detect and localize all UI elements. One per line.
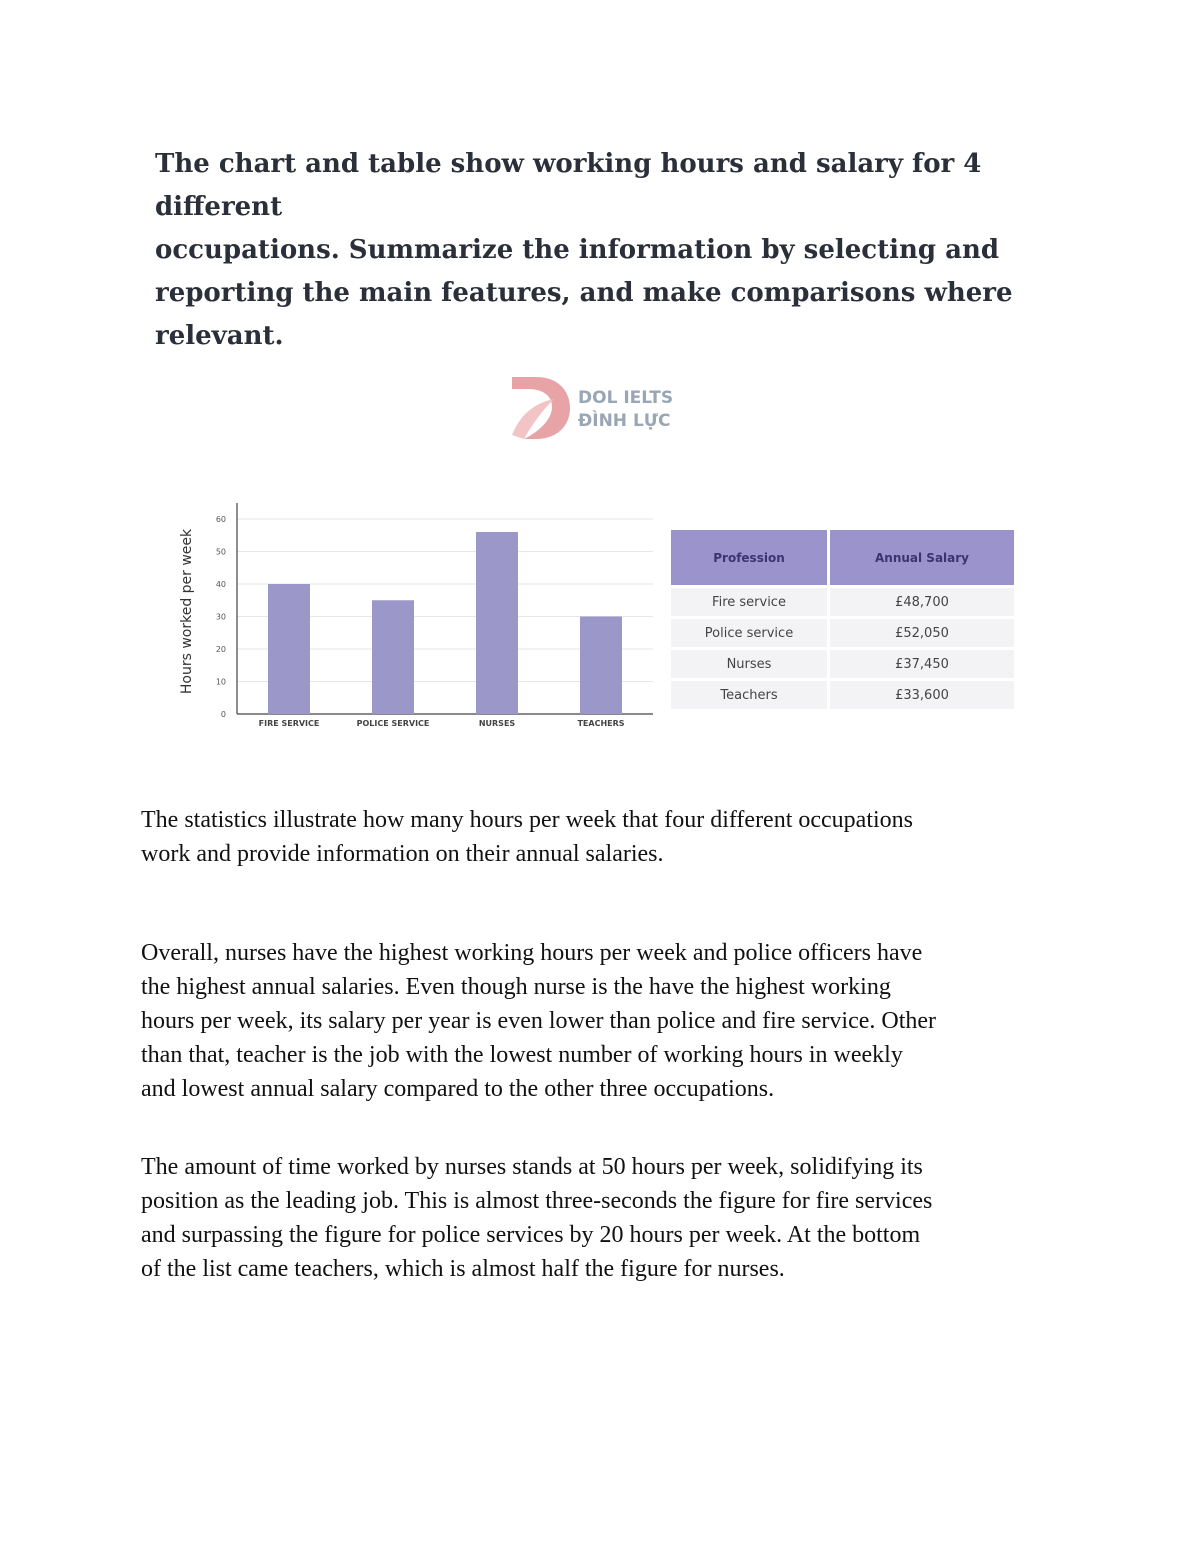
- table-row: [671, 588, 1014, 616]
- table-row: [671, 650, 1014, 678]
- table-header-salary: Annual Salary: [830, 530, 1014, 585]
- x-category-label: TEACHERS: [577, 719, 625, 728]
- y-tick-label: 50: [215, 547, 226, 557]
- dol-ielts-logo: [510, 375, 690, 445]
- essay-paragraph-overview: [141, 936, 1061, 1106]
- prompt-line: occupations. Summarize the information by selecting and: [155, 235, 1000, 265]
- working-hours-bar-chart: [175, 495, 655, 735]
- profession-cell: Police service: [671, 619, 827, 647]
- salary-cell: £48,700: [830, 588, 1014, 616]
- essay-line: The statistics illustrate how many hours per week that four different occupations: [141, 807, 914, 833]
- essay-paragraph-intro: [141, 803, 1061, 871]
- bar: [476, 532, 518, 714]
- essay-line: Overall, nurses have the highest working hours per week and police officers have: [141, 940, 923, 966]
- essay-line: the highest annual salaries. Even though nurse is the have the highest working: [141, 974, 891, 1000]
- table-header-profession: Profession: [671, 530, 827, 585]
- table-row: [671, 681, 1014, 709]
- essay-line: The amount of time worked by nurses stands at 50 hours per week, solidifying its: [141, 1154, 923, 1180]
- essay-line: work and provide information on their annual salaries.: [141, 841, 664, 867]
- bar: [580, 617, 622, 715]
- table-row: [671, 619, 1014, 647]
- essay-line: position as the leading job. This is almost three-seconds the figure for fire services: [141, 1188, 933, 1214]
- x-category-label: FIRE SERVICE: [258, 719, 320, 728]
- salary-cell: £37,450: [830, 650, 1014, 678]
- task-prompt: [155, 143, 1065, 358]
- salary-cell: £52,050: [830, 619, 1014, 647]
- essay-line: and surpassing the figure for police services by 20 hours per week. At the bottom: [141, 1222, 921, 1248]
- salary-cell: £33,600: [830, 681, 1014, 709]
- y-axis-label: Hours worked per week: [179, 528, 195, 695]
- bar: [268, 584, 310, 714]
- logo-text: [578, 387, 673, 433]
- y-tick-label: 20: [215, 645, 226, 654]
- y-tick-label: 10: [215, 677, 226, 687]
- y-tick-label: 40: [215, 580, 226, 589]
- prompt-line: The chart and table show working hours and salary for 4 different: [155, 149, 982, 222]
- y-tick-label: 60: [215, 515, 226, 524]
- essay-line: of the list came teachers, which is almost half the figure for nurses.: [141, 1256, 785, 1282]
- prompt-line: relevant.: [155, 321, 284, 351]
- profession-cell: Teachers: [671, 681, 827, 709]
- essay-line: than that, teacher is the job with the lowest number of working hours in weekly: [141, 1042, 903, 1068]
- salary-table: [668, 527, 1017, 712]
- y-tick-label: 0: [220, 710, 226, 719]
- y-tick-label: 30: [215, 612, 226, 622]
- prompt-line: reporting the main features, and make comparisons where: [155, 278, 1013, 308]
- profession-cell: Fire service: [671, 588, 827, 616]
- logo-line: DOL IELTS: [578, 388, 674, 408]
- logo-line: ĐÌNH LỰC: [578, 411, 671, 431]
- x-category-label: POLICE SERVICE: [356, 719, 430, 728]
- profession-cell: Nurses: [671, 650, 827, 678]
- essay-line: and lowest annual salary compared to the other three occupations.: [141, 1076, 775, 1102]
- x-category-label: NURSES: [478, 719, 516, 728]
- bar: [372, 600, 414, 714]
- essay-paragraph-details: [141, 1150, 1061, 1286]
- logo-mark-icon: [510, 375, 572, 441]
- essay-line: hours per week, its salary per year is even lower than police and fire service. Other: [141, 1008, 937, 1034]
